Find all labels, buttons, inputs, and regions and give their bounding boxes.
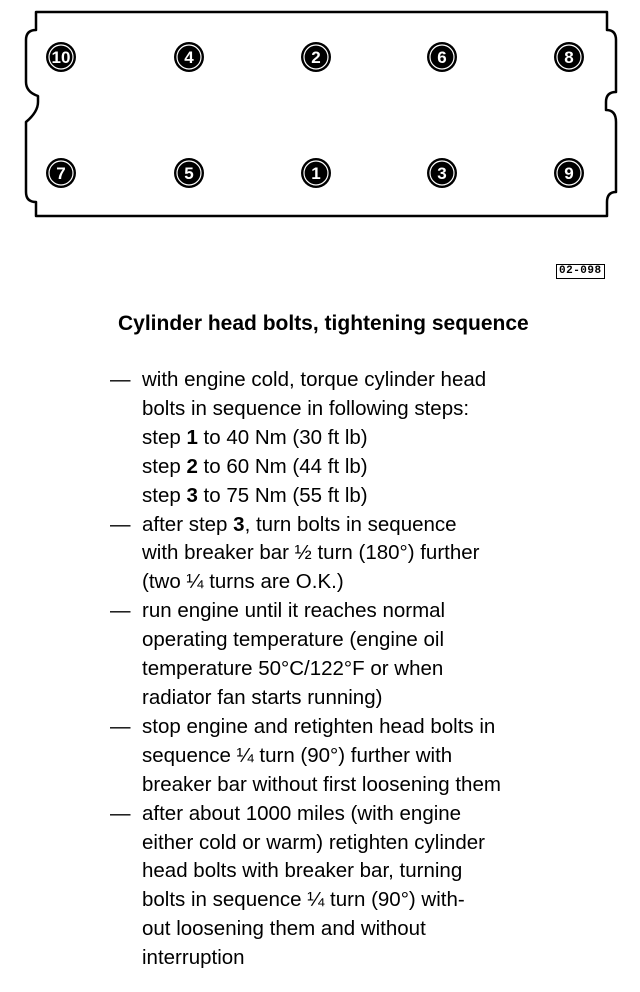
tightening-instructions xyxy=(110,366,630,973)
bolt-3 xyxy=(427,158,457,188)
figure-caption: Cylinder head bolts, tightening sequence xyxy=(118,312,529,335)
instruction-text: (two ¼ turns are O.K.) xyxy=(142,570,344,594)
bolt-number: 6 xyxy=(437,48,447,67)
instruction-text: out loosening them and without xyxy=(142,917,426,941)
instruction-text: breaker bar without first loosening them xyxy=(142,772,501,796)
instruction-line xyxy=(142,453,630,482)
bolt-number: 4 xyxy=(184,48,194,67)
figure-code: 02-098 xyxy=(556,264,605,279)
bolt-5 xyxy=(174,158,204,188)
step-number: 2 xyxy=(186,454,198,478)
instruction-text: step xyxy=(142,483,187,507)
instruction-line xyxy=(142,713,630,742)
bullet-dash: — xyxy=(110,512,131,536)
cylinder-head-diagram xyxy=(0,0,640,250)
instruction-line xyxy=(142,626,630,655)
instruction-text: temperature 50°C/122°F or when xyxy=(142,657,444,681)
instruction-line xyxy=(142,684,630,713)
step-number: 3 xyxy=(233,512,245,536)
instruction-line xyxy=(142,886,630,915)
bullet-dash: — xyxy=(110,599,131,623)
bullet-dash: — xyxy=(110,801,131,825)
instruction-text: step xyxy=(142,425,187,449)
instruction-line xyxy=(142,482,630,511)
bullet-dash: — xyxy=(110,368,131,391)
instruction-text: after step xyxy=(142,512,234,536)
bullet-dash: — xyxy=(110,714,131,738)
instruction-text: sequence ¼ turn (90°) further with xyxy=(142,743,453,767)
bolt-9 xyxy=(554,158,584,188)
instruction-text: bolts in sequence in following steps: xyxy=(142,396,470,420)
bolt-number: 9 xyxy=(564,164,574,183)
instruction-line xyxy=(142,655,630,684)
instruction-line xyxy=(142,424,630,453)
instruction-line xyxy=(142,597,630,626)
bolt-1 xyxy=(301,158,331,188)
instruction-line xyxy=(142,395,630,424)
instruction-text: to 60 Nm (44 ft lb) xyxy=(197,454,368,478)
instruction-text: bolts in sequence ¼ turn (90°) with- xyxy=(142,888,465,912)
instruction-line xyxy=(142,366,630,395)
instruction-item xyxy=(110,366,630,511)
step-number: 1 xyxy=(186,425,198,449)
instruction-item xyxy=(110,800,630,973)
instruction-item xyxy=(110,511,630,598)
instruction-line xyxy=(142,568,630,597)
instruction-line xyxy=(142,539,630,568)
instruction-line xyxy=(142,742,630,771)
instruction-text: radiator fan starts running) xyxy=(142,685,383,709)
instruction-line xyxy=(142,944,630,973)
instruction-text: operating temperature (engine oil xyxy=(142,628,444,652)
instruction-line xyxy=(142,771,630,800)
bolt-number: 8 xyxy=(564,48,574,67)
instruction-item xyxy=(110,713,630,800)
instruction-text: head bolts with breaker bar, turning xyxy=(142,859,463,883)
instruction-item xyxy=(110,597,630,713)
bolt-number: 10 xyxy=(51,48,71,67)
bolt-10 xyxy=(46,42,76,72)
instruction-line xyxy=(142,511,630,540)
bolt-2 xyxy=(301,42,331,72)
step-number: 3 xyxy=(186,483,198,507)
bolt-number: 7 xyxy=(56,164,66,183)
instruction-text: with engine cold, torque cylinder head xyxy=(142,368,487,391)
instruction-text: either cold or warm) retighten cylinder xyxy=(142,830,485,854)
instruction-text: with breaker bar ½ turn (180°) further xyxy=(142,541,480,565)
instruction-text: to 40 Nm (30 ft lb) xyxy=(197,425,368,449)
bolt-number: 2 xyxy=(311,48,321,67)
bolt-number: 5 xyxy=(184,164,194,183)
bolt-4 xyxy=(174,42,204,72)
instruction-line xyxy=(142,915,630,944)
instruction-line xyxy=(142,829,630,858)
bolt-6 xyxy=(427,42,457,72)
instruction-text: to 75 Nm (55 ft lb) xyxy=(197,483,368,507)
instruction-text: run engine until it reaches normal xyxy=(142,599,446,623)
bolt-8 xyxy=(554,42,584,72)
bolt-number: 1 xyxy=(311,164,321,183)
bolt-7 xyxy=(46,158,76,188)
instruction-line xyxy=(142,800,630,829)
instruction-text: interruption xyxy=(142,946,245,970)
bolt-number: 3 xyxy=(437,164,447,183)
instruction-text: stop engine and retighten head bolts in xyxy=(142,714,496,738)
instruction-text: after about 1000 miles (with engine xyxy=(142,801,462,825)
instruction-text: , turn bolts in sequence xyxy=(244,512,457,536)
instruction-text: step xyxy=(142,454,187,478)
instruction-line xyxy=(142,857,630,886)
